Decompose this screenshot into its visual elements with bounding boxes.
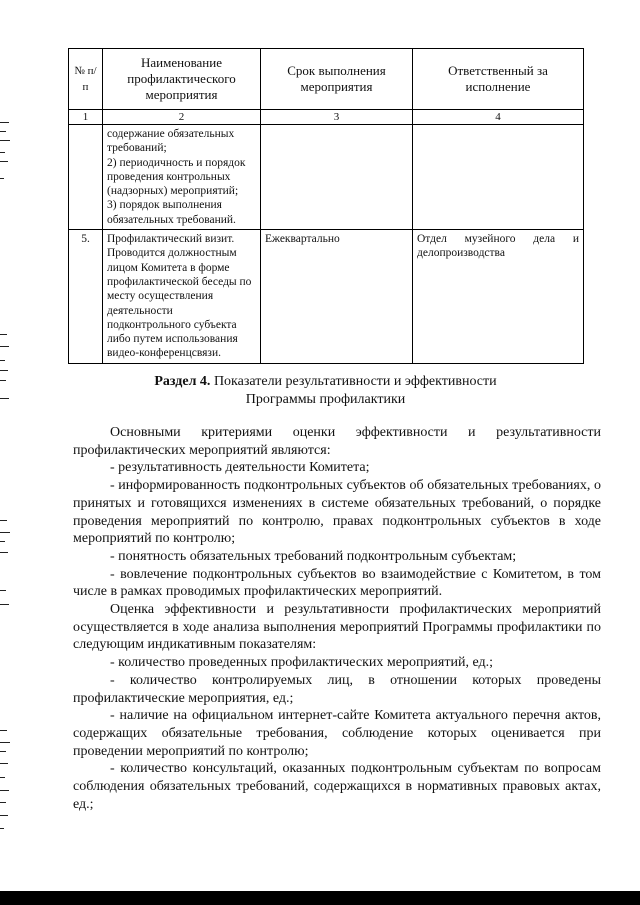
row-number: 5.: [69, 230, 103, 364]
row-number: [69, 125, 103, 230]
section-heading: [68, 373, 583, 409]
paragraph: Основными критериями оценки эффективности и результативности профилактических мероприятий являются:: [73, 425, 601, 458]
column-number: 4: [413, 110, 584, 125]
header-number: № п/п: [69, 49, 103, 110]
column-number: 2: [103, 110, 261, 125]
list-item: - количество консультаций, оказанных подконтрольным субъектам по вопросам соблюдения обязательных требований, содержащихся в нормативных правовых актах, ед.;: [73, 761, 601, 812]
column-number: 1: [69, 110, 103, 125]
section-title-line2: Программы профилактики: [245, 392, 406, 407]
column-number: 3: [261, 110, 413, 125]
list-item: - наличие на официальном интернет-сайте Комитета актуального перечня актов, содержащих обязательные требования, соблюдение которых оценивается при проведении мероприятий по контролю;: [73, 708, 601, 759]
term-cell: Ежеквартально: [261, 230, 413, 364]
list-item: - количество контролируемых лиц, в отношении которых проведены профилактические мероприятия, ед.;: [73, 672, 601, 706]
header-responsible: Ответственный за исполнение: [413, 49, 584, 110]
list-item: - вовлечение подконтрольных субъектов во взаимодействие с Комитетом, в том числе в рамках проводимых профилактических мероприятий.: [73, 566, 601, 600]
header-event-name: Наименование профилактического мероприятия: [103, 49, 261, 110]
responsible-cell: [413, 125, 584, 230]
events-table: [68, 48, 584, 364]
event-name-cell: Профилактический визит. Проводится должностным лицом Комитета в форме профилактической беседы по месту осуществления деятельности подконтрольного субъекта либо путем использования видео-конференцсвязи.: [103, 230, 261, 364]
scan-edge-artifact: [0, 0, 14, 905]
table-row: [69, 125, 584, 230]
event-name-cell: содержание обязательных требований; 2) периодичность и порядок проведения контрольных (надзорных) мероприятий; 3) порядок выполнения обязательных требований.: [103, 125, 261, 230]
list-item: - количество проведенных профилактических мероприятий, ед.;: [110, 655, 494, 671]
section-label: Раздел 4.: [154, 374, 211, 389]
list-item: - информированность подконтрольных субъектов об обязательных требованиях, о принятых и готовящихся изменениях в системе обязательных требований, о порядке проведения мероприятий по контролю, правах подконтрольных субъектов в ходе мероприятий по контролю;: [73, 478, 601, 547]
term-cell: [261, 125, 413, 230]
table-row: [69, 230, 584, 364]
section-title: Показатели результативности и эффективности: [213, 374, 497, 389]
header-term: Срок выполнения мероприятия: [261, 49, 413, 110]
list-item: - понятность обязательных требований подконтрольным субъектам;: [110, 548, 517, 564]
scan-bottom-edge: [0, 891, 640, 905]
table-header-row: [69, 49, 584, 110]
responsible-cell: Отдел музейного дела и делопроизводства: [413, 230, 584, 364]
paragraph: Оценка эффективности и результативности профилактических мероприятий осуществляется в ходе анализа выполнения мероприятий Программы профилактики по следующим индикативным показателям:: [73, 602, 601, 653]
section-body: [73, 424, 601, 813]
list-item: - результативность деятельности Комитета;: [110, 460, 370, 476]
table-numbering-row: [69, 110, 584, 125]
